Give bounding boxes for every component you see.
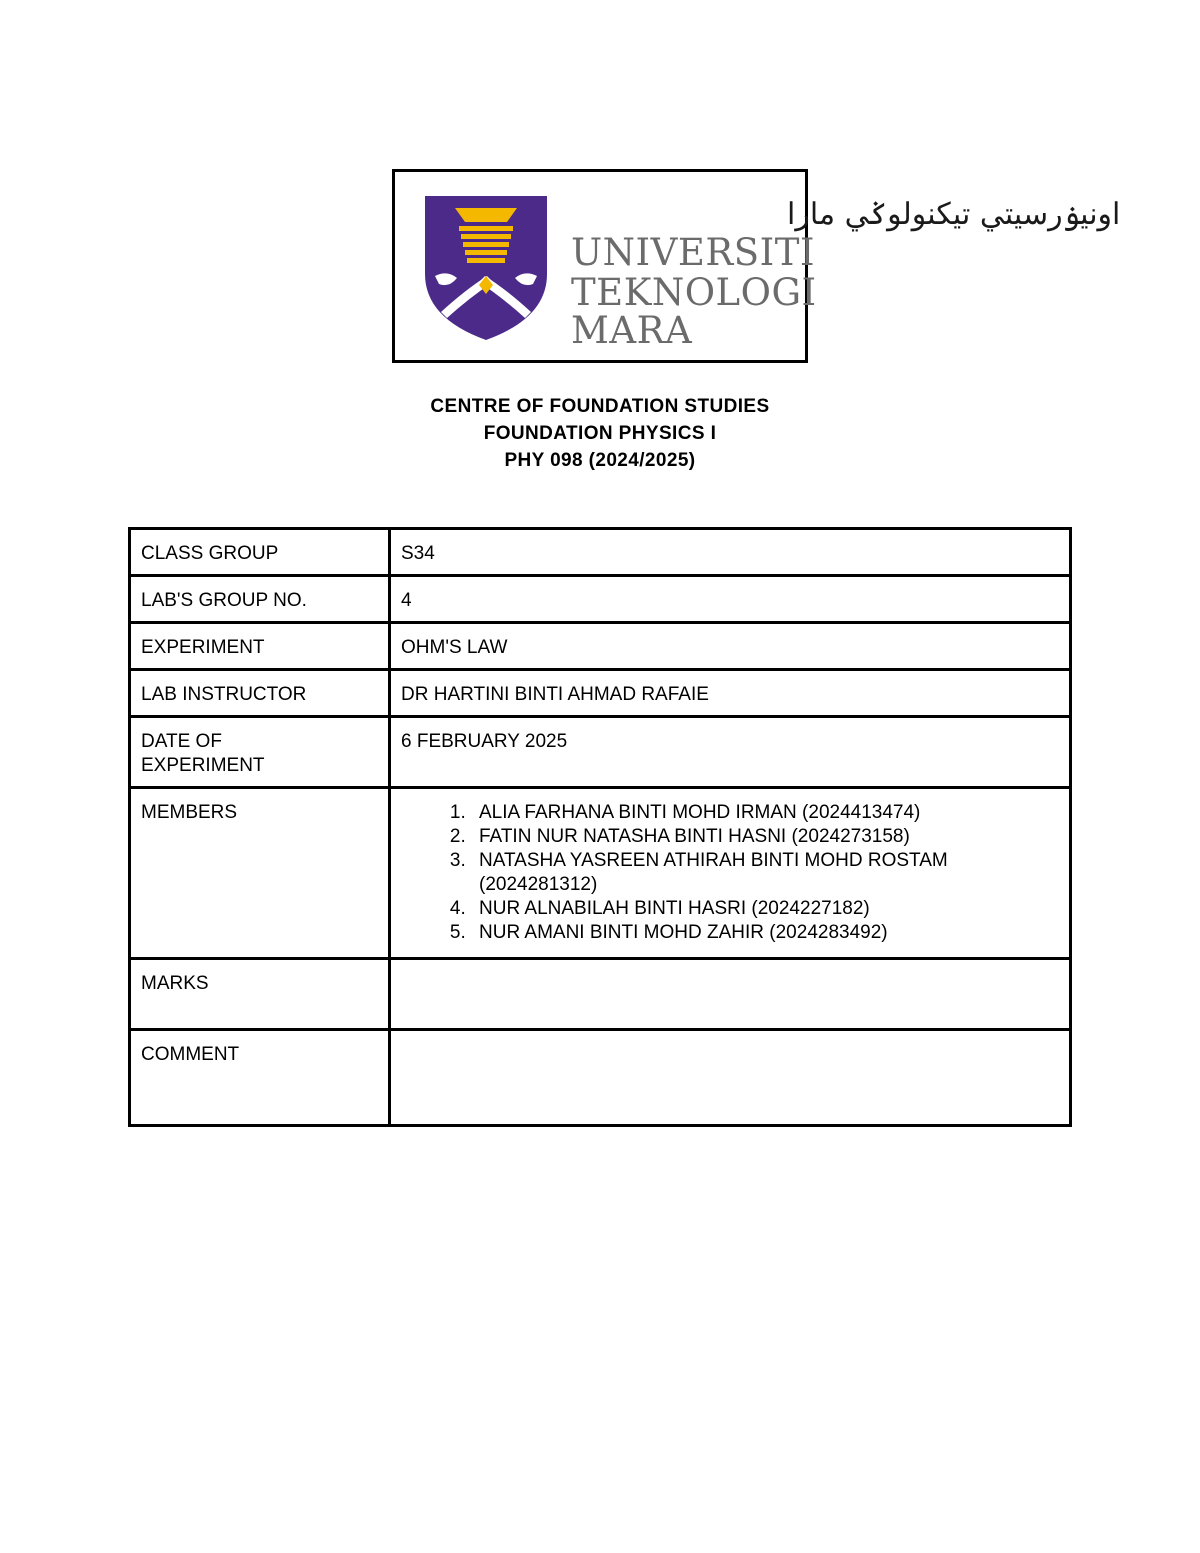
row-instructor (130, 670, 1071, 717)
class-group-value: S34 (390, 529, 1071, 576)
header-course: FOUNDATION PHYSICS I (483, 423, 717, 444)
header-code: PHY 098 (2024/2025) (504, 450, 696, 471)
logo-jawi-text: اونيۏرسيتي تيكنولوݢي مارا (787, 197, 1121, 232)
members-label: MEMBERS (130, 788, 390, 959)
date-label-line2: EXPERIMENT (141, 755, 265, 776)
experiment-value: OHM'S LAW (390, 623, 1071, 670)
lab-group-value: 4 (390, 576, 1071, 623)
member-item: 5. NUR AMANI BINTI MOHD ZAHIR (2024283492) (471, 921, 1059, 945)
lab-report-cover-table (128, 527, 1072, 1127)
uitm-crest-logo (395, 172, 1121, 360)
row-comment (130, 1030, 1071, 1126)
row-lab-group (130, 576, 1071, 623)
comment-value (390, 1030, 1071, 1126)
date-label (130, 717, 390, 788)
date-value: 6 FEBRUARY 2025 (390, 717, 1071, 788)
logo-wordmark-line1: UNIVERSITI (571, 231, 816, 274)
row-members (130, 788, 1071, 959)
logo-wordmark-line2: TEKNOLOGI (571, 271, 817, 314)
member-item: 2. FATIN NUR NATASHA BINTI HASNI (2024273158) (471, 825, 1059, 849)
row-experiment (130, 623, 1071, 670)
logo-wordmark-line3: MARA (571, 309, 693, 352)
member-item: 4. NUR ALNABILAH BINTI HASRI (2024227182) (471, 897, 1059, 921)
lab-group-label: LAB'S GROUP NO. (130, 576, 390, 623)
member-item: 3. NATASHA YASREEN ATHIRAH BINTI MOHD ROSTAM (2024281312) (471, 849, 1059, 897)
experiment-label: EXPERIMENT (130, 623, 390, 670)
row-marks (130, 959, 1071, 1030)
instructor-label: LAB INSTRUCTOR (130, 670, 390, 717)
header-centre: CENTRE OF FOUNDATION STUDIES (430, 396, 770, 417)
row-date (130, 717, 1071, 788)
comment-label: COMMENT (130, 1030, 390, 1126)
class-group-label: CLASS GROUP (130, 529, 390, 576)
university-logo (392, 169, 1121, 363)
members-list (401, 801, 1059, 945)
row-class-group (130, 529, 1071, 576)
members-value (390, 788, 1071, 959)
marks-label: MARKS (130, 959, 390, 1030)
member-item: 1. ALIA FARHANA BINTI MOHD IRMAN (2024413474) (471, 801, 1059, 825)
document-header (0, 393, 1200, 474)
marks-value (390, 959, 1071, 1030)
instructor-value: DR HARTINI BINTI AHMAD RAFAIE (390, 670, 1071, 717)
crest-top-layer (455, 208, 517, 222)
date-label-line1: DATE OF (141, 731, 222, 752)
